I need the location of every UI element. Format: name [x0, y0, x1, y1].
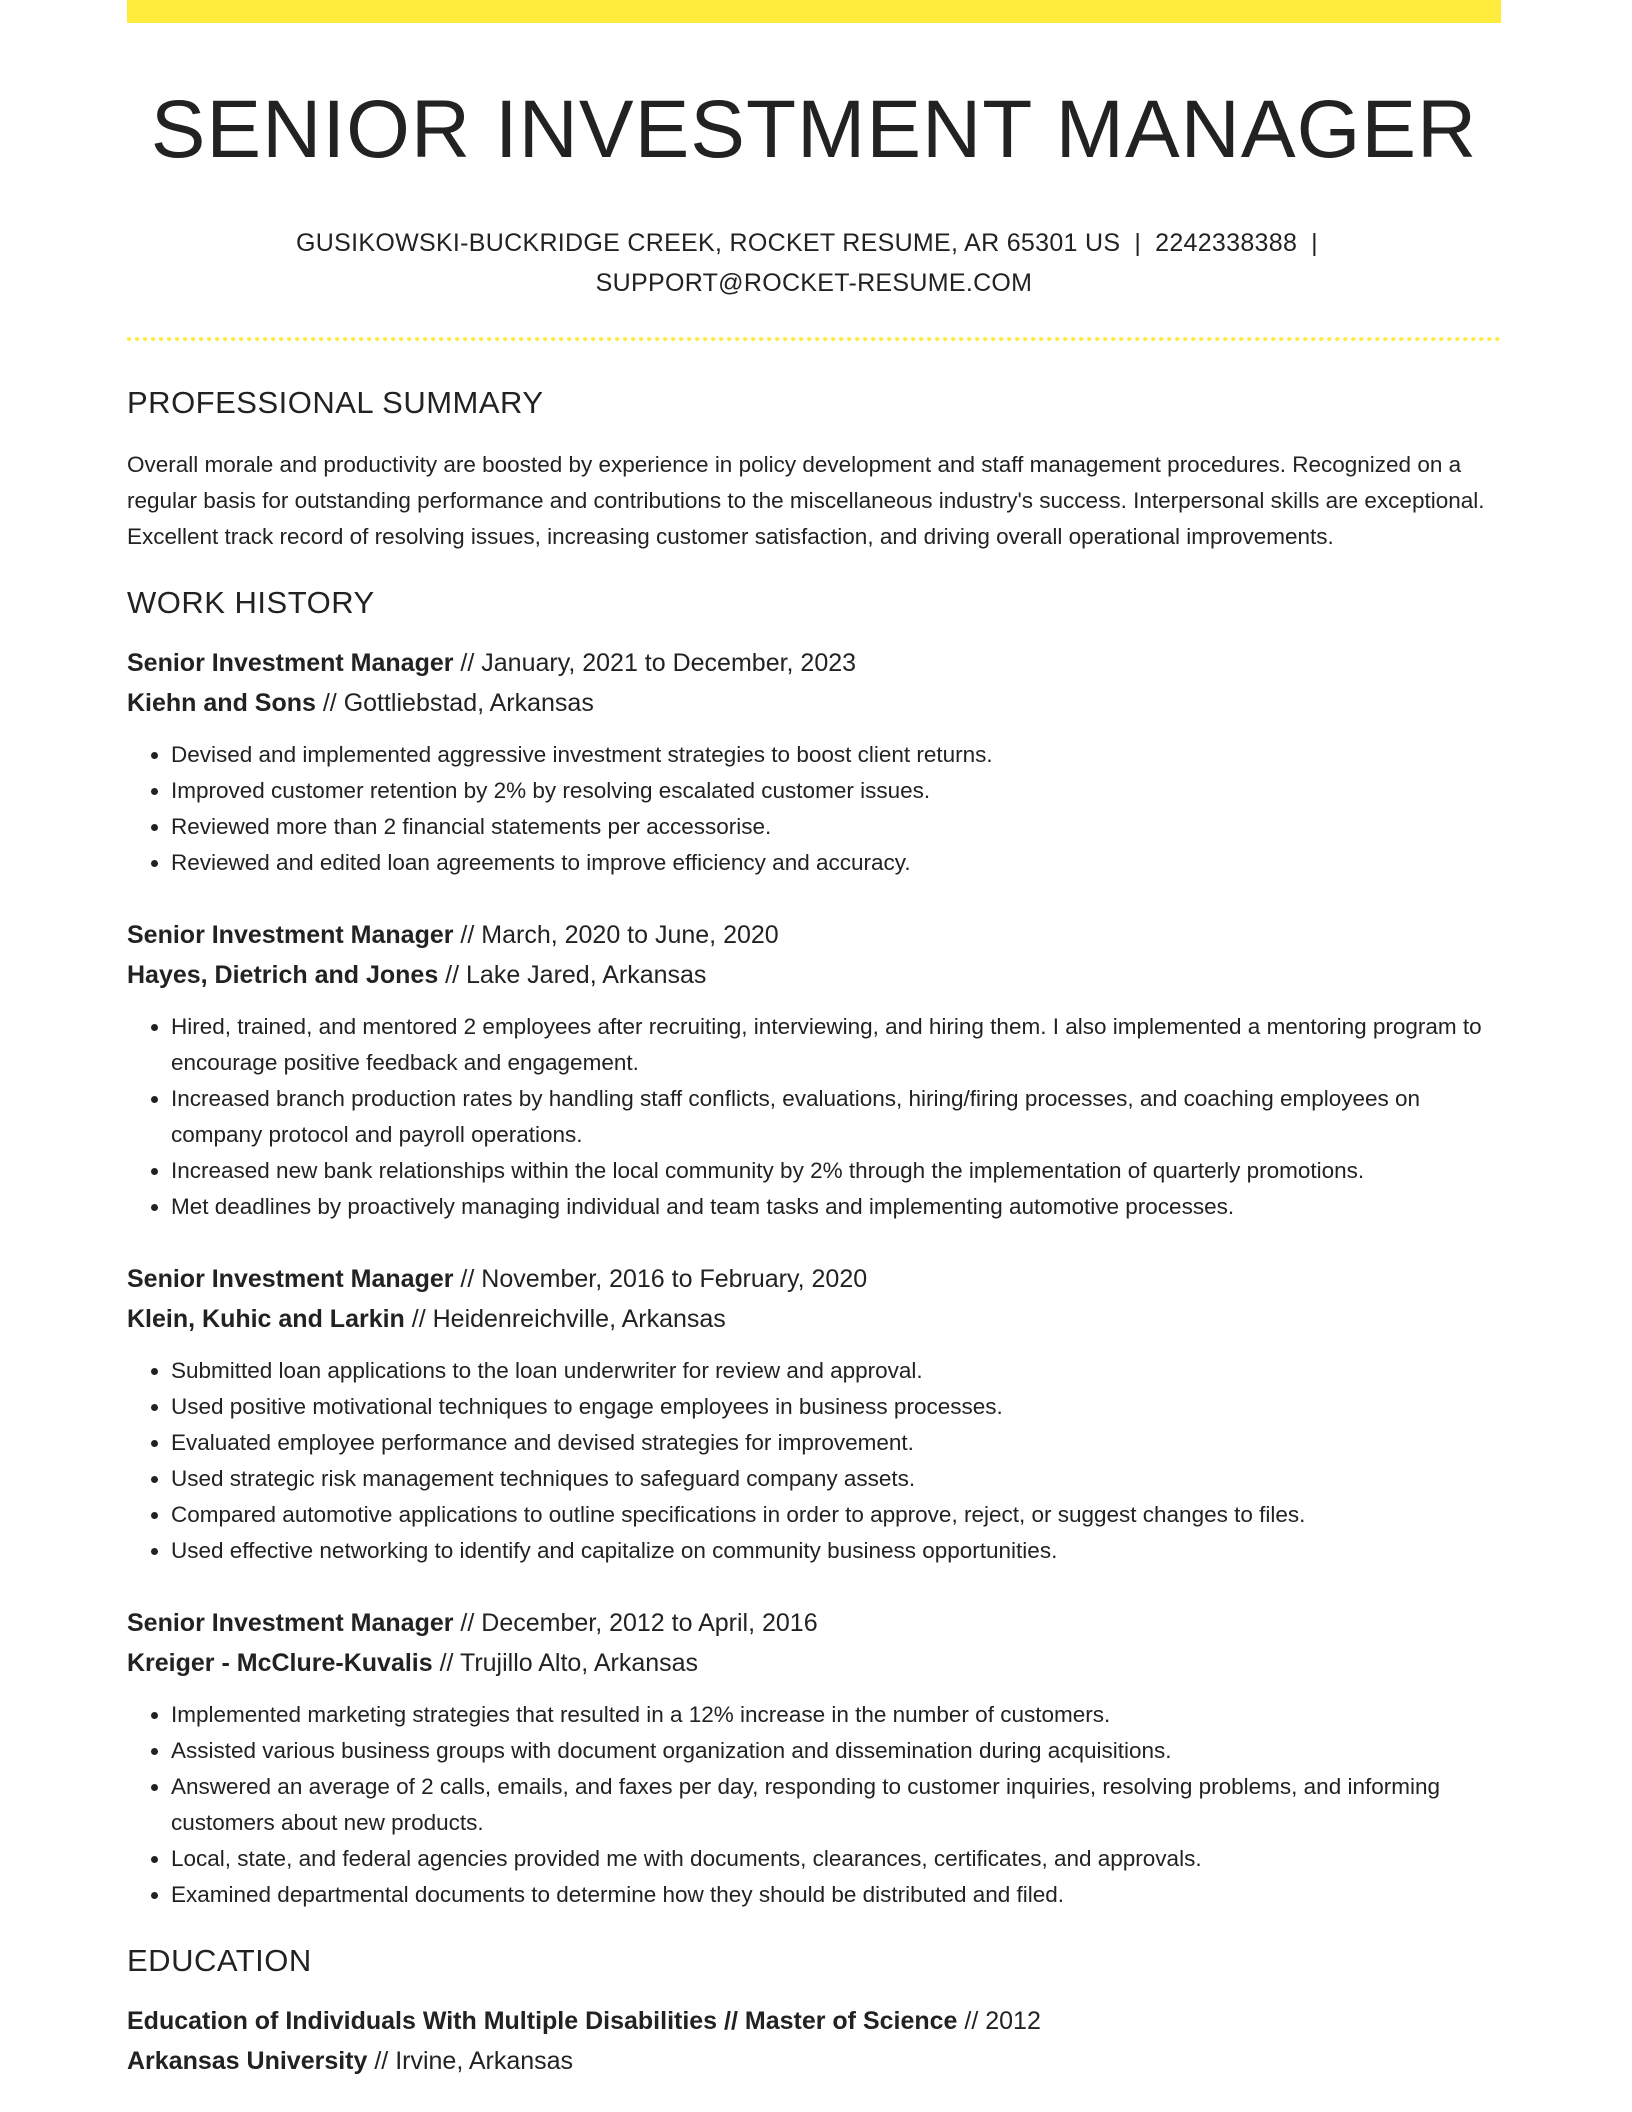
- job-title: Senior Investment Manager: [127, 649, 454, 678]
- education-year: // 2012: [957, 2007, 1041, 2036]
- job-dates: // March, 2020 to June, 2020: [453, 921, 779, 950]
- job-bullet: • Increased branch production rates by handling staff conflicts, evaluations, hiring/firing processes, and coaching employees on company protocol and payroll operations.: [171, 1081, 1501, 1153]
- job-location: // Lake Jared, Arkansas: [438, 961, 707, 990]
- job-bullet: • Used positive motivational techniques to engage employees in business processes.: [171, 1389, 1501, 1425]
- job-bullet: • Answered an average of 2 calls, emails, and faxes per day, responding to customer inquiries, resolving problems, and informing customers about new products.: [171, 1769, 1501, 1841]
- job-title-line: [127, 1603, 1501, 1643]
- job-bullet: • Met deadlines by proactively managing individual and team tasks and implementing automotive processes.: [171, 1189, 1501, 1225]
- job-bullet: • Increased new bank relationships within the local community by 2% through the implementation of quarterly promotions.: [171, 1153, 1501, 1189]
- job-bullet: • Improved customer retention by 2% by resolving escalated customer issues.: [171, 773, 1501, 809]
- job-entry: [127, 1603, 1501, 1913]
- job-company: Kreiger - McClure-Kuvalis: [127, 1649, 433, 1678]
- job-bullet: • Evaluated employee performance and devised strategies for improvement.: [171, 1425, 1501, 1461]
- summary-text: Overall morale and productivity are boosted by experience in policy development and staff management procedures. Recognized on a regular basis for outstanding performance and contributions to the miscellaneous industry's success. Interpersonal skills are exceptional. Excellent track record of resolving issues, increasing customer satisfaction, and driving overall operational improvements.: [127, 452, 1485, 550]
- job-title-line: [127, 915, 1501, 955]
- contact-phone[interactable]: 2242338388: [1155, 229, 1298, 258]
- job-bullets: [127, 1353, 1501, 1569]
- contact-email[interactable]: SUPPORT@ROCKET-RESUME.COM: [595, 269, 1033, 298]
- job-bullet: • Assisted various business groups with document organization and dissemination during acquisitions.: [171, 1733, 1501, 1769]
- job-company-line: [127, 683, 1501, 723]
- job-bullets: [127, 1697, 1501, 1913]
- education-school-line: [127, 2041, 1501, 2081]
- contact-separator: |: [1311, 229, 1318, 258]
- contact-separator: |: [1134, 229, 1142, 258]
- job-company: Klein, Kuhic and Larkin: [127, 1305, 405, 1334]
- education-school: Arkansas University: [127, 2047, 368, 2076]
- job-entry: [127, 643, 1501, 881]
- job-bullet: • Hired, trained, and mentored 2 employees after recruiting, interviewing, and hiring them. I also implemented a mentoring program to encourage positive feedback and engagement.: [171, 1009, 1501, 1081]
- job-title-line: [127, 1259, 1501, 1299]
- contact-line-2: [127, 263, 1501, 303]
- education-degree-line: [127, 2001, 1501, 2041]
- summary-heading: PROFESSIONAL SUMMARY: [127, 385, 544, 421]
- resume-title: SENIOR INVESTMENT MANAGER: [150, 84, 1478, 175]
- job-dates: // November, 2016 to February, 2020: [453, 1265, 868, 1294]
- job-title: Senior Investment Manager: [127, 921, 454, 950]
- job-company-line: [127, 955, 1501, 995]
- job-bullet: • Local, state, and federal agencies provided me with documents, clearances, certificates, and approvals.: [171, 1841, 1501, 1877]
- job-title: Senior Investment Manager: [127, 1265, 454, 1294]
- job-bullets: [127, 1009, 1501, 1225]
- job-bullet: • Compared automotive applications to outline specifications in order to approve, reject, or suggest changes to files.: [171, 1497, 1501, 1533]
- education-heading: EDUCATION: [127, 1943, 312, 1979]
- job-bullet: • Reviewed more than 2 financial statements per accessorise.: [171, 809, 1501, 845]
- job-dates: // December, 2012 to April, 2016: [453, 1609, 818, 1638]
- job-location: // Heidenreichville, Arkansas: [404, 1305, 726, 1334]
- job-entry: [127, 1259, 1501, 1569]
- job-bullets: [127, 737, 1501, 881]
- education-entry: [127, 2001, 1501, 2081]
- work-history-section: [127, 585, 1501, 1913]
- accent-top-bar: [127, 0, 1501, 23]
- job-bullet: • Used strategic risk management techniques to safeguard company assets.: [171, 1461, 1501, 1497]
- job-bullet: • Submitted loan applications to the loan underwriter for review and approval.: [171, 1353, 1501, 1389]
- job-bullet: • Implemented marketing strategies that resulted in a 12% increase in the number of customers.: [171, 1697, 1501, 1733]
- job-company: Hayes, Dietrich and Jones: [127, 961, 439, 990]
- job-company-line: [127, 1643, 1501, 1683]
- job-location: // Gottliebstad, Arkansas: [315, 689, 594, 718]
- summary-section: [127, 385, 1501, 555]
- job-bullet: • Used effective networking to identify and capitalize on community business opportunities.: [171, 1533, 1501, 1569]
- job-location: // Trujillo Alto, Arkansas: [432, 1649, 699, 1678]
- job-entry: [127, 915, 1501, 1225]
- dotted-divider: [127, 337, 1501, 341]
- job-title: Senior Investment Manager: [127, 1609, 454, 1638]
- job-company-line: [127, 1299, 1501, 1339]
- education-section: [127, 1943, 1501, 2081]
- education-degree: Education of Individuals With Multiple Disabilities // Master of Science: [127, 2007, 958, 2036]
- job-bullet: • Reviewed and edited loan agreements to improve efficiency and accuracy.: [171, 845, 1501, 881]
- resume-page: [127, 0, 1501, 2081]
- contact-line-1: [127, 223, 1501, 263]
- job-bullet: • Devised and implemented aggressive investment strategies to boost client returns.: [171, 737, 1501, 773]
- work-history-heading: WORK HISTORY: [127, 585, 375, 621]
- job-bullet: • Examined departmental documents to determine how they should be distributed and filed.: [171, 1877, 1501, 1913]
- contact-info: [127, 223, 1501, 303]
- job-dates: // January, 2021 to December, 2023: [453, 649, 857, 678]
- education-location: // Irvine, Arkansas: [367, 2047, 574, 2076]
- job-company: Kiehn and Sons: [127, 689, 316, 718]
- job-title-line: [127, 643, 1501, 683]
- contact-address: GUSIKOWSKI-BUCKRIDGE CREEK, ROCKET RESUME, AR 65301 US: [296, 229, 1121, 258]
